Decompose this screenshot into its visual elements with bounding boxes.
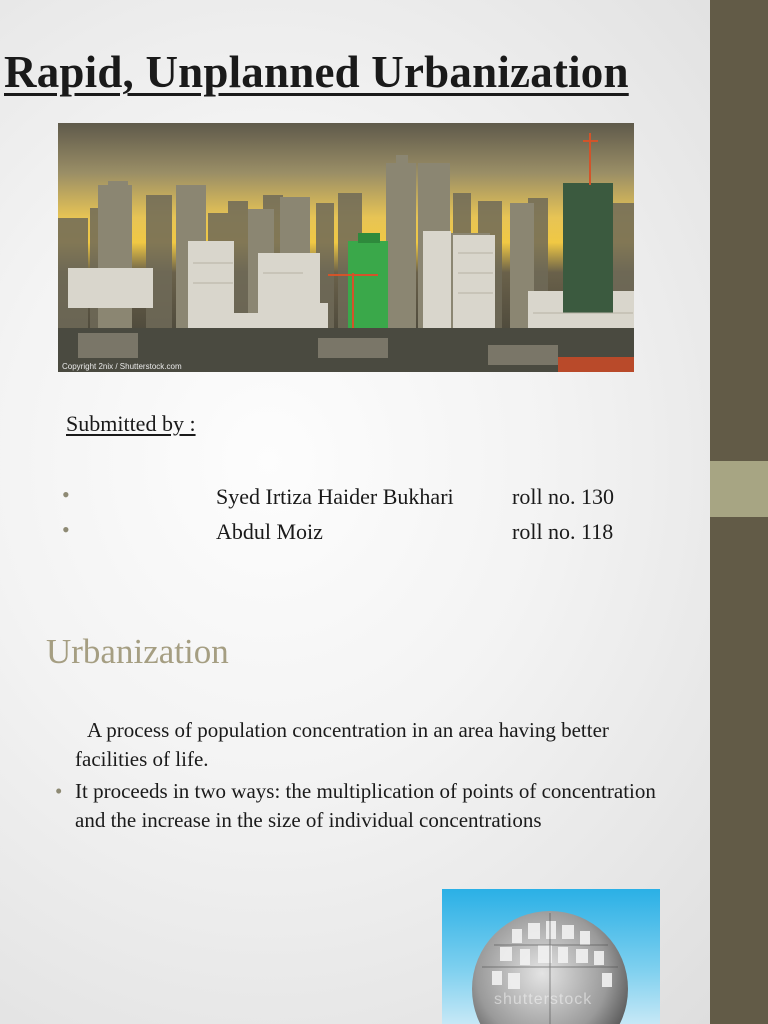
definition-text: A process of population concentration in an area having better facilities of life. xyxy=(75,718,609,771)
city-skyline-photo xyxy=(58,123,634,372)
image-credit: Copyright 2nix / Shutterstock.com xyxy=(62,362,182,371)
sidebar-accent-block xyxy=(710,461,768,517)
bullet-icon: • xyxy=(55,779,63,803)
bullet-icon: • xyxy=(62,517,70,542)
city-globe-image xyxy=(442,889,660,1024)
bullet-icon: • xyxy=(62,482,70,507)
bullet-text: It proceeds in two ways: the multiplication of points of concentration and the increase in the size of individual concentrations xyxy=(75,779,656,832)
member-name: Syed Irtiza Haider Bukhari xyxy=(216,484,454,509)
watermark-text: shutterstock xyxy=(494,991,593,1008)
member-roll: roll no. 130 xyxy=(512,484,615,509)
definition-paragraph xyxy=(75,716,685,774)
slide-title: Rapid, Unplanned Urbanization xyxy=(4,47,629,97)
member-roll: roll no. 118 xyxy=(512,519,614,544)
skyline-illustration xyxy=(58,123,634,372)
member-name: Abdul Moiz xyxy=(216,519,323,544)
section-heading: Urbanization xyxy=(46,632,229,671)
submitted-by-label: Submitted by : xyxy=(66,411,196,436)
bullet-paragraph xyxy=(55,777,685,835)
